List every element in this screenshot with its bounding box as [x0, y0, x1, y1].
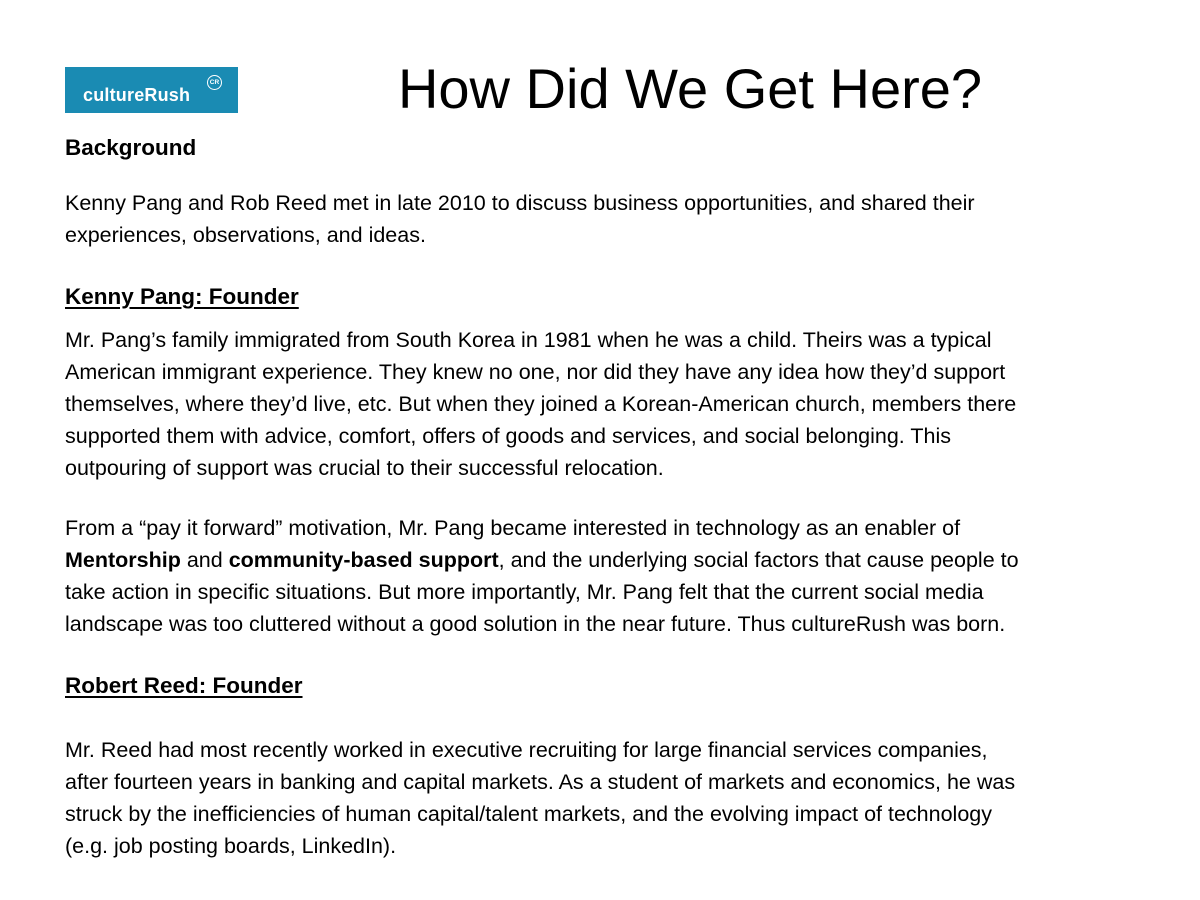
kenny-paragraph-1: [65, 324, 1135, 484]
paragraph-line: experiences, observations, and ideas.: [65, 223, 426, 247]
paragraph-line: (e.g. job posting boards, LinkedIn).: [65, 834, 397, 858]
paragraph-line: American immigrant experience. They knew no one, nor did they have any idea how they’d support: [65, 360, 1006, 384]
paragraph-line: struck by the inefficiencies of human capital/talent markets, and the evolving impact of technology: [65, 802, 992, 826]
inline-text: and: [180, 548, 229, 572]
paragraph-line: From a “pay it forward” motivation, Mr. Pang became interested in technology as an enabler of: [65, 516, 961, 540]
paragraph-line: Mr. Reed had most recently worked in executive recruiting for large financial services companies,: [65, 738, 988, 762]
paragraph-line: Mr. Pang’s family immigrated from South Korea in 1981 when he was a child. Theirs was a typical: [65, 328, 992, 352]
inline-text: , and the underlying social factors that cause people to: [498, 548, 1019, 572]
paragraph-line: outpouring of support was crucial to their successful relocation.: [65, 456, 664, 480]
paragraph-line: landscape was too cluttered without a good solution in the near future. Thus cultureRush was born.: [65, 612, 1006, 636]
logo-badge-icon: CR: [207, 75, 222, 90]
paragraph-line: themselves, where they’d live, etc. But when they joined a Korean-American church, members there: [65, 392, 1017, 416]
paragraph-line: take action in specific situations. But more importantly, Mr. Pang felt that the current social media: [65, 580, 984, 604]
kenny-paragraph-2: [65, 512, 1135, 640]
mentorship-bold: Mentorship: [65, 548, 181, 572]
culturerush-logo: [65, 67, 238, 113]
robert-paragraph: [65, 734, 1135, 862]
paragraph-line: [65, 544, 1135, 576]
paragraph-line: supported them with advice, comfort, offers of goods and services, and social belonging. This: [65, 424, 951, 448]
logo-text: cultureRush: [83, 85, 191, 105]
kenny-pang-heading: Kenny Pang: Founder: [65, 284, 299, 309]
paragraph-line: after fourteen years in banking and capital markets. As a student of markets and economics, he was: [65, 770, 1016, 794]
robert-reed-heading: Robert Reed: Founder: [65, 673, 303, 698]
paragraph-line: Kenny Pang and Rob Reed met in late 2010 to discuss business opportunities, and shared their: [65, 191, 975, 215]
community-support-bold: community-based support: [228, 548, 499, 572]
slide-title: How Did We Get Here?: [397, 57, 983, 120]
background-paragraph: [65, 187, 1135, 251]
background-heading: Background: [65, 135, 197, 160]
